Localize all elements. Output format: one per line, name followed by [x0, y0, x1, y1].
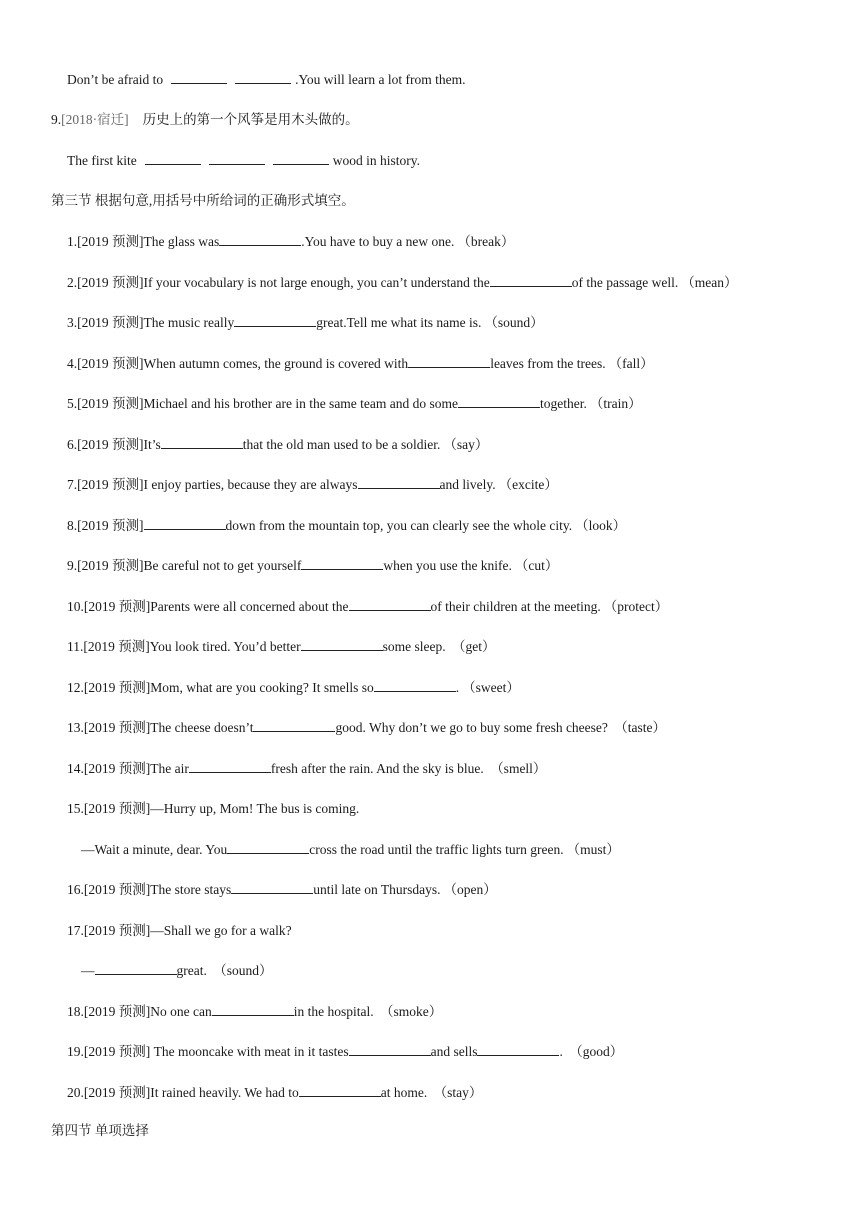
answer-blank[interactable] [253, 718, 335, 732]
item-text: —Shall we go for a walk? [150, 922, 292, 938]
item-number: 18.[2019 预测] [67, 1003, 151, 1019]
item-text: together. [540, 396, 587, 411]
exercise-line [67, 1083, 482, 1103]
section-4-title: 第四节 单项选择 [51, 1123, 149, 1138]
item-text: The mooncake with meat in it tastes [150, 1044, 349, 1059]
item-text: If your vocabulary is not large enough, you can’t understand the [143, 274, 490, 290]
answer-blank[interactable] [477, 1042, 559, 1056]
item-text: —Hurry up, Mom! The bus is coming. [150, 801, 360, 816]
item-text: when you use the knife. [383, 558, 512, 573]
word-hint: （excite） [498, 477, 558, 492]
item-number: 17.[2019 预测] [67, 922, 151, 938]
section-3-title: 第三节 根据句意,用括号中所给词的正确形式填空。 [51, 193, 355, 208]
answer-blank[interactable] [458, 394, 540, 408]
answer-blank[interactable] [299, 1083, 381, 1097]
item-number: 15.[2019 预测] [67, 801, 151, 816]
word-hint: （good） [565, 1044, 624, 1059]
q8-continuation: Don’t be afraid to .You will learn a lot from them. [67, 72, 466, 87]
answer-blank[interactable] [374, 678, 456, 692]
word-hint: （mean） [681, 274, 738, 290]
exercise-line [67, 354, 654, 374]
item-text: The air [150, 760, 189, 776]
item-text: .You have to buy a new one. [301, 234, 455, 249]
item-number: 11.[2019 预测] [67, 639, 150, 654]
word-hint: （sound） [209, 963, 273, 978]
item-number: 1.[2019 预测] [67, 234, 144, 249]
item-text: Be careful not to get yourself [143, 558, 302, 573]
item-text: . [559, 1044, 563, 1059]
item-number: 16.[2019 预测] [67, 882, 151, 897]
item-number: 20.[2019 预测] [67, 1084, 151, 1100]
exercise-line [67, 759, 546, 779]
exercise-line [67, 516, 626, 536]
item-number: 4.[2019 预测] [67, 355, 144, 371]
item-text: good. Why don’t we go to buy some fresh cheese? [335, 720, 608, 735]
exercise-line [67, 921, 292, 941]
item-text: It rained heavily. We had to [150, 1084, 299, 1100]
item-text: in the hospital. [293, 1003, 374, 1019]
word-hint: （train） [589, 396, 642, 411]
exercise-line [67, 313, 544, 333]
item-text: of the passage well. [571, 274, 679, 290]
exercise-line [67, 232, 514, 252]
q9-sentence: The first kite wood in history. [67, 153, 420, 168]
word-hint: （smell） [486, 760, 547, 776]
exercise-line [67, 556, 558, 576]
item-text: that the old man used to be a soldier. [242, 436, 441, 452]
word-hint: （taste） [610, 720, 667, 735]
item-text: — [81, 963, 95, 978]
item-text: It’s [143, 436, 161, 452]
item-number: 10.[2019 预测] [67, 598, 151, 614]
item-number: 19.[2019 预测] [67, 1044, 151, 1059]
word-hint: （break） [457, 234, 515, 249]
exercise-line [67, 880, 497, 900]
item-text: You look tired. You’d better [149, 639, 301, 654]
answer-blank[interactable] [95, 961, 177, 975]
item-number: 13.[2019 预测] [67, 720, 151, 735]
item-number: 14.[2019 预测] [67, 760, 151, 776]
item-number: 6.[2019 预测] [67, 436, 144, 452]
item-text: at home. [380, 1084, 428, 1100]
answer-blank[interactable] [408, 354, 490, 368]
exercise-line [67, 394, 642, 414]
exercise-line [81, 961, 273, 981]
answer-blank[interactable] [161, 435, 243, 449]
item-number: 12.[2019 预测] [67, 679, 151, 695]
item-number: 2.[2019 预测] [67, 274, 144, 290]
item-text: fresh after the rain. And the sky is blue. [270, 760, 484, 776]
item-text: The glass was [143, 234, 220, 249]
item-text: The music really [143, 315, 235, 330]
item-number: 5.[2019 预测] [67, 396, 144, 411]
word-hint: （sound） [484, 315, 544, 330]
answer-blank[interactable] [301, 556, 383, 570]
exercise-line [67, 1042, 623, 1062]
item-text: leaves from the trees. [490, 355, 606, 371]
item-text: The store stays [150, 882, 232, 897]
exercise-line [81, 840, 620, 860]
item-text: down from the mountain top, you can clearly see the whole city. [225, 517, 573, 533]
item-text: great.Tell me what its name is. [316, 315, 482, 330]
word-hint: （protect） [603, 598, 669, 614]
item-text: Michael and his brother are in the same team and do some [143, 396, 459, 411]
item-text: and lively. [439, 477, 496, 492]
answer-blank[interactable] [219, 232, 301, 246]
answer-blank[interactable] [301, 637, 383, 651]
answer-blank[interactable] [349, 1042, 431, 1056]
item-text: —Wait a minute, dear. You [81, 841, 228, 857]
word-hint: （smoke） [376, 1003, 443, 1019]
item-text: The cheese doesn’t [150, 720, 254, 735]
answer-blank[interactable] [234, 313, 316, 327]
item-text: Parents were all concerned about the [150, 598, 349, 614]
word-hint: （fall） [608, 355, 654, 371]
word-hint: （say） [443, 436, 489, 452]
exercise-line [67, 799, 359, 819]
answer-blank[interactable] [212, 1002, 294, 1016]
exercise-line [67, 718, 666, 738]
answer-blank[interactable] [189, 759, 271, 773]
exercise-line [67, 1002, 442, 1022]
answer-blank[interactable] [490, 273, 572, 287]
exercise-line [67, 637, 496, 657]
item-number: 7.[2019 预测] [67, 477, 144, 492]
item-text: I enjoy parties, because they are always [143, 477, 358, 492]
item-number: 3.[2019 预测] [67, 315, 144, 330]
exercise-line [67, 273, 738, 293]
item-number: 8.[2019 预测] [67, 517, 144, 533]
item-text: . [455, 679, 460, 695]
exercise-line [67, 597, 668, 617]
word-hint: （stay） [430, 1084, 483, 1100]
item-text: When autumn comes, the ground is covered with [143, 355, 409, 371]
item-text: great. [176, 963, 207, 978]
answer-blank[interactable] [231, 880, 313, 894]
answer-blank[interactable] [227, 840, 309, 854]
answer-blank[interactable] [144, 516, 226, 530]
q9-prompt: 9.[2018·宿迁] 历史上的第一个风筝是用木头做的。 [51, 112, 359, 127]
answer-blank[interactable] [358, 475, 440, 489]
item-text: some sleep. [382, 639, 446, 654]
word-hint: （look） [575, 517, 627, 533]
word-hint: （must） [566, 841, 620, 857]
exercise-line [67, 435, 488, 455]
exercise-line [67, 475, 558, 495]
word-hint: （cut） [514, 558, 559, 573]
item-text: Mom, what are you cooking? It smells so [150, 679, 374, 695]
item-text: No one can [150, 1003, 212, 1019]
word-hint: （get） [448, 639, 496, 654]
item-text: and sells [430, 1044, 478, 1059]
item-text: of their children at the meeting. [430, 598, 601, 614]
word-hint: （sweet） [462, 679, 520, 695]
item-text: until late on Thursdays. [313, 882, 441, 897]
item-number: 9.[2019 预测] [67, 558, 144, 573]
exercise-line [67, 678, 520, 698]
item-text: cross the road until the traffic lights turn green. [309, 841, 564, 857]
answer-blank[interactable] [349, 597, 431, 611]
word-hint: （open） [443, 882, 497, 897]
